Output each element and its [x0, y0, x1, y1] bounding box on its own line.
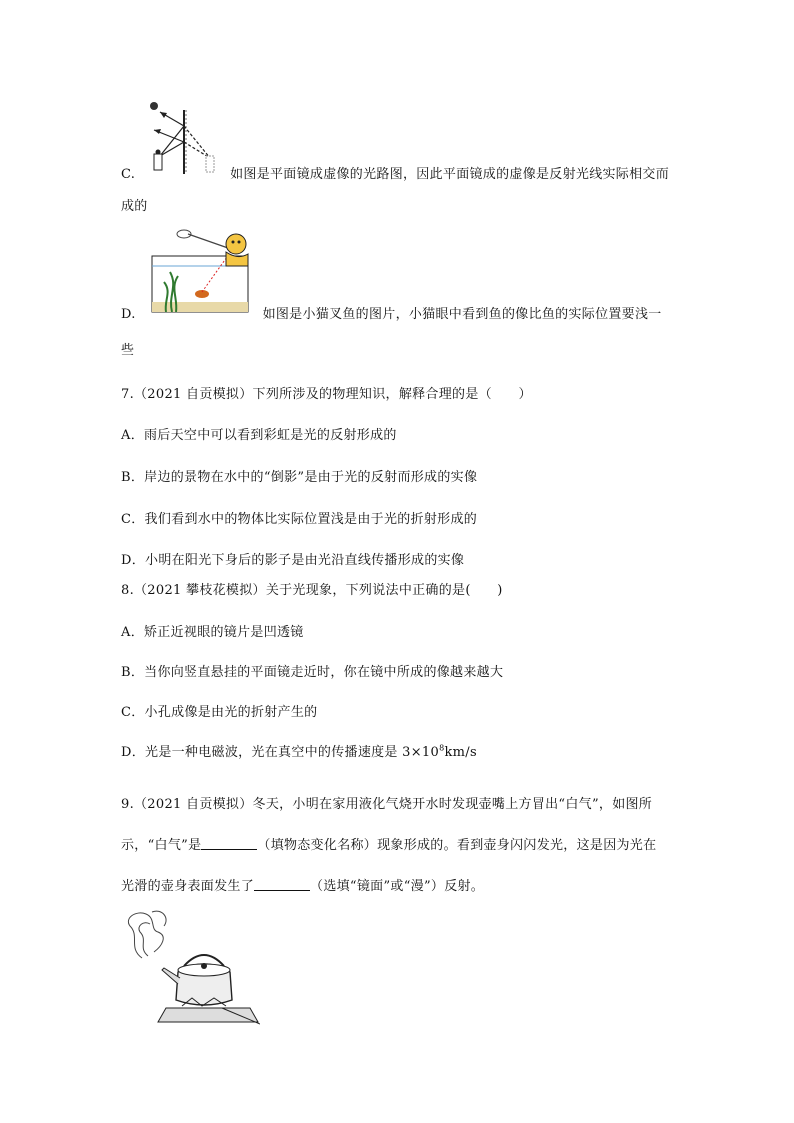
option-c-line — [121, 163, 669, 182]
option-c-continuation: 成的 — [121, 199, 148, 214]
option-d-line — [121, 303, 662, 322]
option-c-label: C. — [121, 167, 136, 182]
line-2-end: （填物态变化名称）现象形成的。看到壶身闪闪发光，这是因为光在 — [257, 838, 657, 853]
question-8-option-c: C．小孔成像是由光的折射产生的 — [121, 705, 318, 720]
option-d-prefix: D．光是一种电磁波，光在真空中的传播速度是 3×10 — [121, 745, 440, 760]
question-7-option-a: A．雨后天空中可以看到彩虹是光的反射形成的 — [121, 428, 397, 443]
option-d-label: D. — [121, 307, 136, 322]
question-8-stem: 8.（2021 攀枝花模拟）关于光现象，下列说法中正确的是( ) — [121, 583, 503, 598]
question-9-line-2 — [121, 834, 656, 853]
answer-blank-1[interactable] — [201, 837, 257, 850]
option-d-text: 如图是小猫叉鱼的图片，小猫眼中看到鱼的像比鱼的实际位置要浅一 — [262, 307, 662, 322]
kettle-stove-image — [122, 908, 260, 1026]
line-2-start: 示，“白气”是 — [121, 838, 202, 853]
option-d-unit: km/s — [444, 745, 477, 760]
question-8-option-a: A．矫正近视眼的镜片是凹透镜 — [121, 625, 304, 640]
question-7-option-c: C．我们看到水中的物体比实际位置浅是由于光的折射形成的 — [121, 512, 478, 527]
line-3-start: 光滑的壶身表面发生了 — [121, 879, 255, 894]
question-9-line-3 — [121, 875, 484, 894]
answer-blank-2[interactable] — [254, 878, 310, 891]
option-c-text: 如图是平面镜成虚像的光路图，因此平面镜成的虚像是反射光线实际相交而 — [230, 167, 669, 182]
question-7-stem: 7.（2021 自贡模拟）下列所涉及的物理知识，解释合理的是（ ） — [121, 387, 532, 402]
exponent: 8 — [439, 743, 445, 753]
question-9-line-1: 9.（2021 自贡模拟）冬天，小明在家用液化气烧开水时发现壶嘴上方冒出“白气”，如图所 — [121, 797, 653, 812]
question-7-option-b: B．岸边的景物在水中的“倒影”是由于光的反射而形成的实像 — [121, 470, 478, 485]
line-3-end: （选填“镜面”或“漫”）反射。 — [310, 879, 485, 894]
question-8-option-d — [121, 741, 477, 760]
question-8-option-b: B．当你向竖直悬挂的平面镜走近时，你在镜中所成的像越来越大 — [121, 665, 504, 680]
question-7-option-d: D．小明在阳光下身后的影子是由光沿直线传播形成的实像 — [121, 553, 465, 568]
option-d-continuation: 些 — [121, 343, 135, 358]
